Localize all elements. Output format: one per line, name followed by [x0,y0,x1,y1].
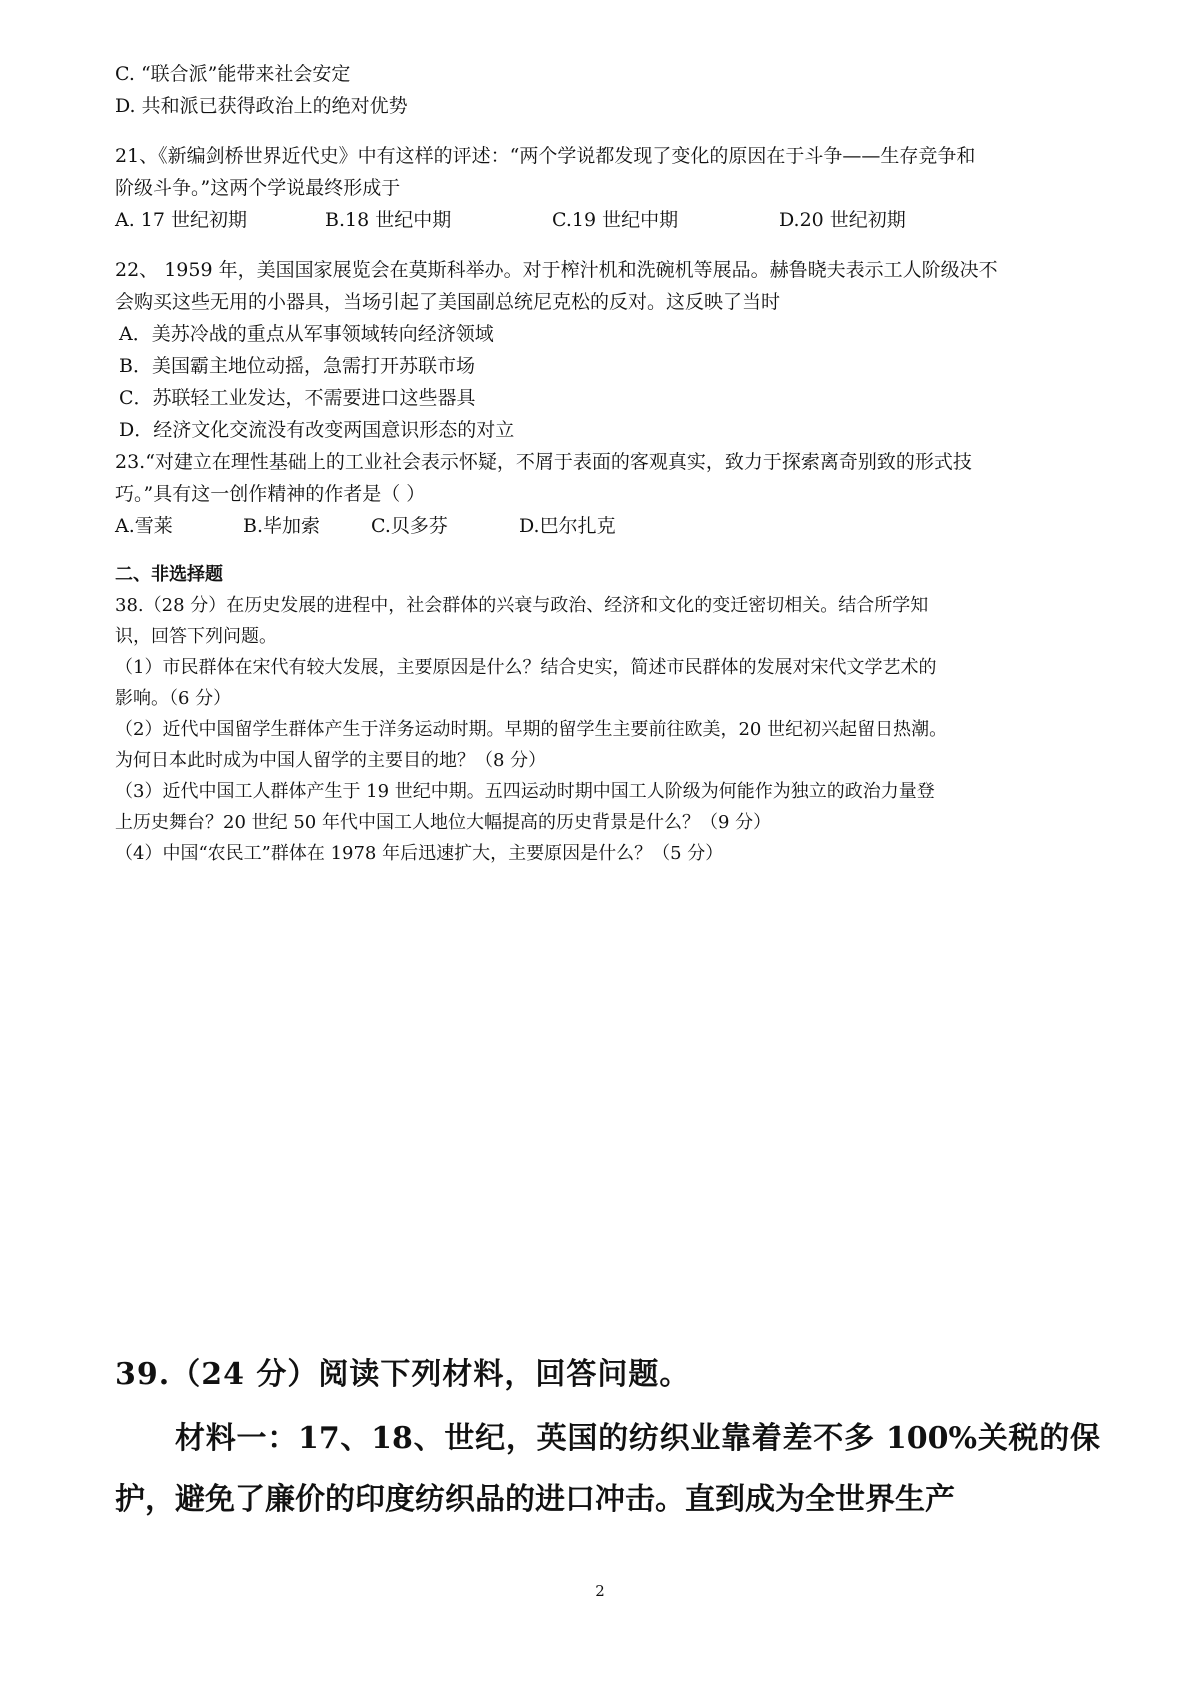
q22-option-d: D．经济文化交流没有改变两国意识形态的对立 [119,419,515,441]
q23-stem-line2: 巧。”具有这一创作精神的作者是（ ） [115,483,426,505]
q21-option-b: B.18 世纪中期 [325,209,452,231]
exam-page-upper [115,58,1100,869]
q39-title: 39.（24 分）阅读下列材料，回答问题。 [115,1357,691,1392]
q23-option-b: B.毕加索 [243,515,321,537]
q20-option-c: C. “联合派”能带来社会安定 [115,63,351,85]
q22-stem-line2: 会购买这些无用的小器具，当场引起了美国副总统尼克松的反对。这反映了当时 [115,291,781,313]
page-number: 2 [595,1582,605,1600]
q38-sub1-line1: （1）市民群体在宋代有较大发展，主要原因是什么？结合史实，简述市民群体的发展对宋代文学艺术的 [115,657,937,678]
q23-option-d: D.巴尔扎克 [519,515,616,537]
q22-option-b: B．美国霸主地位动摇，急需打开苏联市场 [119,355,475,377]
q20-option-d: D. 共和派已获得政治上的绝对优势 [115,95,408,117]
q22-stem-line1: 22、 1959 年，美国国家展览会在莫斯科举办。对于榨汁机和洗碗机等展品。赫鲁晓夫表示工人阶级决不 [115,259,998,281]
q23-option-a: A.雪莱 [115,515,173,537]
q38-sub3-line2: 上历史舞台？20 世纪 50 年代中国工人地位大幅提高的历史背景是什么？（9 分） [115,812,772,833]
q23-stem-line1: 23.“对建立在理性基础上的工业社会表示怀疑，不屑于表面的客观真实，致力于探索离奇别致的形式技 [115,451,972,473]
q39-block [115,1350,1100,1530]
q23-options [115,510,1100,542]
q38-sub3-line1: （3）近代中国工人群体产生于 19 世纪中期。五四运动时期中国工人阶级为何能作为独立的政治力量登 [115,781,935,802]
q38-sub2-line2: 为何日本此时成为中国人留学的主要目的地？（8 分） [115,750,547,771]
q21-option-a: A. 17 世纪初期 [115,209,248,231]
q38-sub1-line2: 影响。（6 分） [115,688,232,709]
q21-option-d: D.20 世纪初期 [779,209,906,231]
q22-option-a: A．美苏冷战的重点从军事领域转向经济领域 [119,323,494,345]
q38-stem-line1: 38.（28 分）在历史发展的进程中，社会群体的兴衰与政治、经济和文化的变迁密切相关。结合所学知 [115,595,929,616]
q22-option-c: C．苏联轻工业发达，不需要进口这些器具 [119,387,476,409]
q21-options [115,204,1100,236]
section-title-nonchoice: 二、非选择题 [115,564,223,585]
q21-option-c: C.19 世纪中期 [552,209,679,231]
q39-material1: 材料一：17、18、世纪，英国的纺织业靠着差不多 100%关税的保护，避免了廉价的印度纺织品的进口冲击。直到成为全世界生产 [115,1421,1100,1517]
q38-stem-line2: 识，回答下列问题。 [115,626,277,647]
q21-stem-line1: 21、《新编剑桥世界近代史》中有这样的评述：“两个学说都发现了变化的原因在于斗争——生存竞争和 [115,145,976,167]
q38-sub2-line1: （2）近代中国留学生群体产生于洋务运动时期。早期的留学生主要前往欧美，20 世纪初兴起留日热潮。 [115,719,948,740]
q38-sub4: （4）中国“农民工”群体在 1978 年后迅速扩大，主要原因是什么？（5 分） [115,843,724,864]
q21-stem-line2: 阶级斗争。”这两个学说最终形成于 [115,177,401,199]
q23-option-c: C.贝多芬 [371,515,448,537]
